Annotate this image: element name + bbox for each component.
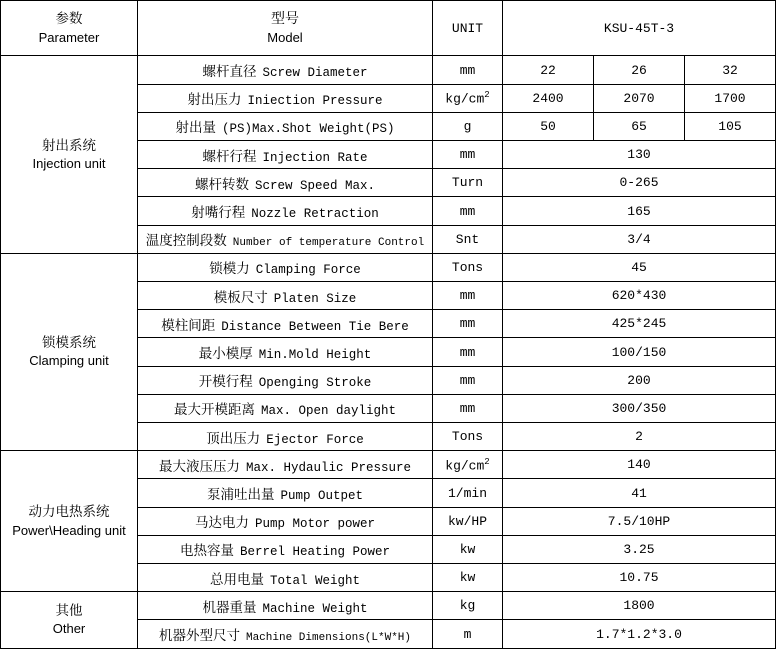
row-label-cn: 最大开模距离 (173, 402, 255, 419)
row-label (138, 507, 433, 535)
row-label-cn: 总用电量 (209, 571, 264, 588)
row-label-en: Min.Mold Height (258, 348, 372, 363)
group-label-1 (1, 253, 138, 450)
row-label-cn: 温度控制段数 (145, 233, 227, 250)
row-label (138, 592, 433, 620)
row-unit (433, 423, 503, 451)
header-machine-model: KSU-45T-3 (503, 1, 776, 56)
row-label-en: Ejector Force (266, 432, 364, 447)
group-label-cn: 动力电热系统 (28, 504, 110, 521)
row-label-cn: 锁模力 (209, 261, 250, 278)
row-label (138, 282, 433, 310)
row-unit (433, 394, 503, 422)
row-label-en: Iniection Pressure (247, 94, 383, 109)
group-label-cn: 其他 (55, 603, 83, 620)
row-label-en: Pump Outpet (280, 489, 363, 504)
row-unit-text: kg/cm (445, 91, 485, 107)
row-unit-exponent: 2 (484, 456, 490, 467)
row-label (138, 197, 433, 225)
row-label (138, 56, 433, 84)
row-value: 2 (503, 423, 776, 451)
row-unit-text: mm (459, 203, 476, 219)
row-label (138, 535, 433, 563)
header-parameter-en: Parameter (38, 29, 100, 45)
row-unit-text: kw (459, 541, 476, 557)
row-unit (433, 84, 503, 112)
row-label-cn: 电热容量 (179, 543, 234, 560)
table-row (1, 451, 776, 479)
row-label (138, 310, 433, 338)
row-unit-text: 1/min (447, 485, 487, 501)
row-label-en: Total Weight (269, 573, 360, 588)
row-value-1: 2070 (594, 84, 685, 112)
row-label (138, 394, 433, 422)
row-value: 1.7*1.2*3.0 (503, 620, 776, 649)
row-label (138, 253, 433, 281)
row-value-0: 22 (503, 56, 594, 84)
row-unit-text: mm (459, 400, 476, 416)
row-unit-text: kg/cm (445, 458, 485, 474)
row-value: 7.5/10HP (503, 507, 776, 535)
row-unit (433, 141, 503, 169)
row-unit-text: g (463, 118, 472, 134)
row-value: 41 (503, 479, 776, 507)
row-value: 3.25 (503, 535, 776, 563)
row-unit (433, 451, 503, 479)
row-label-en: Nozzle Retraction (251, 207, 379, 222)
row-unit (433, 56, 503, 84)
row-label-cn: 马达电力 (194, 515, 249, 532)
row-label-en: Pump Motor power (254, 517, 376, 532)
row-value: 130 (503, 141, 776, 169)
row-unit (433, 564, 503, 592)
row-unit-text: mm (459, 62, 476, 78)
row-unit-text: mm (459, 316, 476, 332)
table-row (1, 253, 776, 281)
group-label-cn: 射出系统 (42, 137, 96, 154)
row-value: 200 (503, 366, 776, 394)
row-unit-text: Snt (455, 231, 480, 247)
row-unit (433, 535, 503, 563)
row-unit (433, 479, 503, 507)
row-unit (433, 169, 503, 197)
row-label-cn: 螺杆直径 (202, 64, 257, 81)
row-unit (433, 112, 503, 140)
row-unit-text: mm (459, 288, 476, 304)
row-unit (433, 253, 503, 281)
header-model-en: Model (267, 29, 303, 45)
table-header-row (1, 1, 776, 56)
row-label-cn: 射出量 (175, 120, 216, 137)
row-label-cn: 开模行程 (198, 374, 253, 391)
row-label-cn: 最大液压压力 (158, 458, 240, 475)
header-parameter (1, 1, 138, 56)
row-unit (433, 282, 503, 310)
row-label (138, 479, 433, 507)
row-unit-text: Tons (451, 259, 484, 275)
row-label (138, 620, 433, 649)
row-unit-text: mm (459, 147, 476, 163)
group-label-en: Clamping unit (29, 353, 109, 369)
row-value-2: 1700 (685, 84, 776, 112)
row-unit (433, 338, 503, 366)
row-label-en: Berrel Heating Power (239, 545, 391, 560)
row-label (138, 84, 433, 112)
row-value: 0-265 (503, 169, 776, 197)
row-value: 45 (503, 253, 776, 281)
row-label-cn: 射嘴行程 (191, 205, 246, 222)
row-value-2: 32 (685, 56, 776, 84)
row-label (138, 112, 433, 140)
table-row (1, 56, 776, 84)
row-value-1: 26 (594, 56, 685, 84)
row-value: 1800 (503, 592, 776, 620)
row-value-0: 2400 (503, 84, 594, 112)
row-label-cn: 顶出压力 (206, 430, 261, 447)
row-unit-text: m (463, 626, 472, 642)
row-value: 10.75 (503, 564, 776, 592)
row-label-en: Screw Diameter (262, 66, 368, 81)
row-unit-exponent: 2 (484, 90, 490, 101)
row-label-en: Max. Open daylight (260, 404, 397, 419)
row-value: 100/150 (503, 338, 776, 366)
row-label-cn: 螺杆转数 (194, 176, 249, 193)
row-value-2: 105 (685, 112, 776, 140)
header-model (138, 1, 433, 56)
header-parameter-cn: 参数 (55, 11, 83, 28)
row-value: 165 (503, 197, 776, 225)
row-label-cn: 模板尺寸 (213, 289, 268, 306)
row-unit-text: kw/HP (447, 513, 487, 529)
row-unit (433, 197, 503, 225)
row-label-en: Number of temperature Control (232, 237, 425, 250)
row-unit (433, 366, 503, 394)
group-label-en: Power\Heading unit (12, 522, 126, 538)
row-label-en: Platen Size (273, 291, 357, 306)
row-label-en: Injection Rate (262, 150, 368, 165)
row-label-en: Screw Speed Max. (254, 178, 376, 193)
row-label-en: Clamping Force (255, 263, 361, 278)
row-unit (433, 507, 503, 535)
header-unit: UNIT (433, 1, 503, 56)
row-label (138, 366, 433, 394)
row-value-0: 50 (503, 112, 594, 140)
header-model-cn: 型号 (271, 10, 299, 27)
row-unit-text: Tons (451, 429, 484, 445)
row-label (138, 169, 433, 197)
row-unit (433, 620, 503, 649)
row-label (138, 451, 433, 479)
row-label-cn: 机器外型尺寸 (158, 628, 240, 645)
row-value-1: 65 (594, 112, 685, 140)
row-value: 300/350 (503, 394, 776, 422)
row-value: 620*430 (503, 282, 776, 310)
row-label-cn: 泵浦吐出量 (206, 487, 275, 504)
row-unit (433, 592, 503, 620)
row-label-cn: 最小模厚 (198, 346, 253, 363)
row-unit-text: Turn (451, 175, 484, 191)
group-label-en: Injection unit (32, 155, 106, 171)
group-label-en: Other (52, 621, 86, 637)
row-label-cn: 射出压力 (187, 92, 242, 109)
row-label (138, 141, 433, 169)
row-label-cn: 螺杆行程 (202, 148, 257, 165)
group-label-3 (1, 592, 138, 649)
row-value: 140 (503, 451, 776, 479)
row-label-en: Distance Between Tie Bere (221, 319, 409, 334)
row-label-en: Openging Stroke (258, 376, 372, 391)
row-label-cn: 机器重量 (202, 599, 257, 616)
row-unit-text: kw (459, 570, 476, 586)
row-unit-text: mm (459, 372, 476, 388)
row-unit-text: mm (459, 344, 476, 360)
row-label (138, 564, 433, 592)
row-unit-text: kg (459, 598, 476, 614)
group-label-2 (1, 451, 138, 592)
row-label (138, 225, 433, 253)
row-label (138, 423, 433, 451)
row-label-en: (PS)Max.Shot Weight(PS) (221, 122, 395, 137)
row-label-cn: 模柱间距 (161, 317, 216, 334)
row-unit (433, 225, 503, 253)
row-label (138, 338, 433, 366)
row-label-en: Machine Dimensions(L*W*H) (245, 632, 412, 645)
table-row (1, 592, 776, 620)
row-value: 425*245 (503, 310, 776, 338)
row-label-en: Max. Hydaulic Pressure (245, 460, 412, 475)
row-value: 3/4 (503, 225, 776, 253)
row-unit (433, 310, 503, 338)
row-label-en: Machine Weight (262, 601, 368, 616)
group-label-0 (1, 56, 138, 253)
group-label-cn: 锁模系统 (42, 335, 96, 352)
